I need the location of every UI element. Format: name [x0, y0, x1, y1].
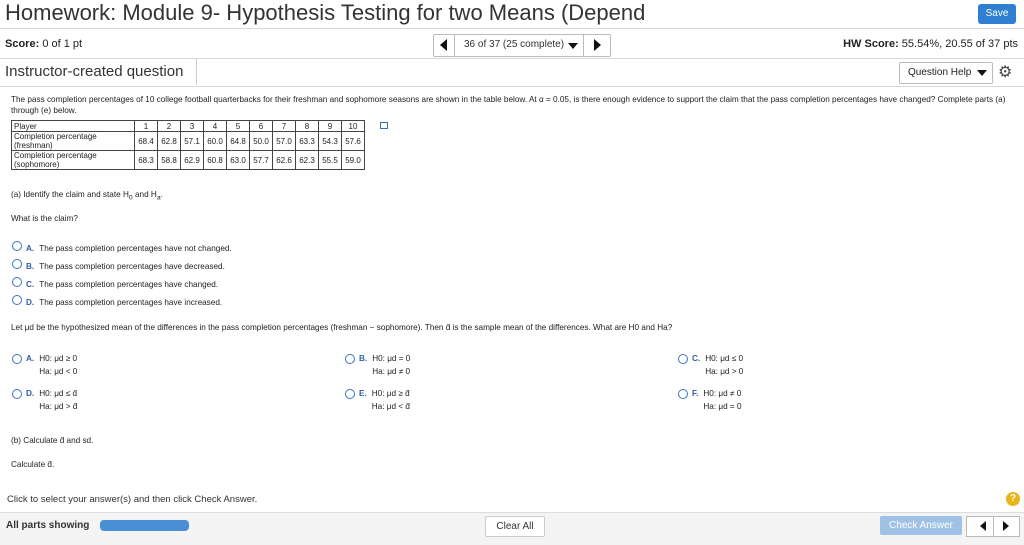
data-table	[11, 120, 365, 170]
table-cell: 62.8	[158, 132, 181, 151]
radio-button[interactable]	[345, 354, 355, 364]
table-header-cell: 2	[158, 121, 181, 132]
hypothesis-option-e[interactable]: E. H0: μd ≥ d̄ Ha: μd < d̄	[345, 387, 410, 413]
hypothesis-option-c[interactable]: C. H0: μd ≤ 0 Ha: μd > 0	[678, 352, 743, 378]
radio-button[interactable]	[678, 389, 688, 399]
instructor-created-label: Instructor-created question	[5, 63, 184, 80]
table-header-cell: 1	[135, 121, 158, 132]
page-title: Homework: Module 9- Hypothesis Testing for two Means (Depend	[5, 0, 646, 25]
chevron-down-icon	[977, 70, 987, 76]
help-icon[interactable]: ?	[1006, 492, 1020, 506]
table-header-cell: 7	[273, 121, 296, 132]
table-cell: 63.3	[296, 132, 319, 151]
claim-option-d[interactable]: D. The pass completion percentages have increased.	[12, 295, 222, 307]
radio-button[interactable]	[678, 354, 688, 364]
question-navigator	[433, 34, 611, 57]
table-cell: 62.9	[181, 151, 204, 170]
table-header-cell: 4	[204, 121, 227, 132]
table-header-cell: 5	[227, 121, 250, 132]
question-help-label: Question Help	[908, 67, 972, 78]
radio-button[interactable]	[12, 389, 22, 399]
table-cell: 54.3	[319, 132, 342, 151]
clear-all-button[interactable]: Clear All	[485, 516, 545, 537]
table-cell: 59.0	[342, 151, 365, 170]
parts-progress-bar[interactable]	[100, 520, 189, 531]
radio-button[interactable]	[12, 295, 22, 305]
claim-option-c[interactable]: C. The pass completion percentages have changed.	[12, 277, 218, 289]
score-value: 0 of 1 pt	[42, 38, 83, 50]
table-cell: 60.8	[204, 151, 227, 170]
table-cell: 60.0	[204, 132, 227, 151]
table-cell: 63.0	[227, 151, 250, 170]
claim-option-b[interactable]: B. The pass completion percentages have decreased.	[12, 259, 225, 271]
chevron-down-icon[interactable]	[568, 43, 578, 49]
part-b-prompt: (b) Calculate d̄ and sd.	[11, 436, 94, 445]
table-cell: 68.4	[135, 132, 158, 151]
radio-button[interactable]	[12, 277, 22, 287]
save-button[interactable]: Save	[978, 4, 1016, 24]
table-header-cell: 8	[296, 121, 319, 132]
table-header-cell: 6	[250, 121, 273, 132]
divider	[0, 86, 1024, 87]
table-cell: 57.0	[273, 132, 296, 151]
hypothesis-option-b[interactable]: B. H0: μd = 0 Ha: μd ≠ 0	[345, 352, 410, 378]
calculate-dbar: Calculate d̄.	[11, 460, 55, 469]
gear-icon[interactable]: ⚙	[998, 64, 1013, 81]
hypothesis-question: Let μd be the hypothesized mean of the differences in the pass completion percentages (freshman − sophomore). Then d̄ is the sample mean of the differences. What are H0 and Ha?	[11, 323, 673, 332]
previous-part-icon[interactable]	[980, 521, 986, 531]
table-header-cell: 10	[342, 121, 365, 132]
hypothesis-option-a[interactable]: A. H0: μd ≥ 0 Ha: μd < 0	[12, 352, 77, 378]
table-header-cell: 9	[319, 121, 342, 132]
table-cell: 62.3	[296, 151, 319, 170]
part-a-prompt: (a) Identify the claim and state $H_0$ and $H_a$.	[11, 190, 163, 202]
hypothesis-option-d[interactable]: D. H0: μd ≤ d̄ Ha: μd > d̄	[12, 387, 77, 413]
score	[5, 38, 82, 50]
table-cell: 58.8	[158, 151, 181, 170]
table-cell: 68.3	[135, 151, 158, 170]
row-label-sophomore: Completion percentage (sophomore)	[12, 151, 135, 170]
table-popout-icon[interactable]	[380, 122, 388, 129]
question-position[interactable]: 36 of 37 (25 complete)	[464, 39, 565, 50]
table-cell: 57.1	[181, 132, 204, 151]
table-cell: 57.6	[342, 132, 365, 151]
all-parts-showing: All parts showing	[6, 520, 90, 531]
next-part-icon[interactable]	[1003, 521, 1009, 531]
table-header-cell: 3	[181, 121, 204, 132]
check-answer-button[interactable]: Check Answer	[880, 516, 962, 535]
claim-option-a[interactable]: A. The pass completion percentages have not changed.	[12, 241, 232, 253]
next-question-icon[interactable]	[594, 39, 601, 51]
hw-score-label: HW Score:	[843, 38, 899, 50]
table-cell: 50.0	[250, 132, 273, 151]
question-help-dropdown[interactable]	[899, 62, 993, 84]
radio-button[interactable]	[12, 241, 22, 251]
table-cell: 57.7	[250, 151, 273, 170]
previous-question-icon[interactable]	[440, 39, 447, 51]
footer-instruction: Click to select your answer(s) and then click Check Answer.	[7, 494, 258, 505]
table-cell: 55.5	[319, 151, 342, 170]
radio-button[interactable]	[12, 354, 22, 364]
hw-score	[843, 38, 1018, 50]
table-header-player: Player	[12, 121, 135, 132]
divider	[0, 28, 1024, 29]
row-label-freshman: Completion percentage (freshman)	[12, 132, 135, 151]
problem-statement: The pass completion percentages of 10 college football quarterbacks for their freshman and sophomore seasons are shown in the table below. At α = 0.05, is there enough evidence to support the claim that the pass completion percentages have changed? Complete parts (a) through (e) below.	[11, 95, 1006, 115]
table-row	[12, 151, 365, 170]
table-cell: 64.8	[227, 132, 250, 151]
table-row	[12, 132, 365, 151]
table-cell: 62.6	[273, 151, 296, 170]
hypothesis-option-f[interactable]: F. H0: μd ≠ 0 Ha: μd = 0	[678, 387, 742, 413]
score-label: Score:	[5, 38, 40, 50]
radio-button[interactable]	[345, 389, 355, 399]
radio-button[interactable]	[12, 259, 22, 269]
part-pager	[966, 516, 1020, 537]
divider	[0, 58, 1024, 59]
hw-score-value: 55.54%, 20.55 of 37 pts	[901, 38, 1018, 50]
claim-question: What is the claim?	[11, 214, 78, 223]
